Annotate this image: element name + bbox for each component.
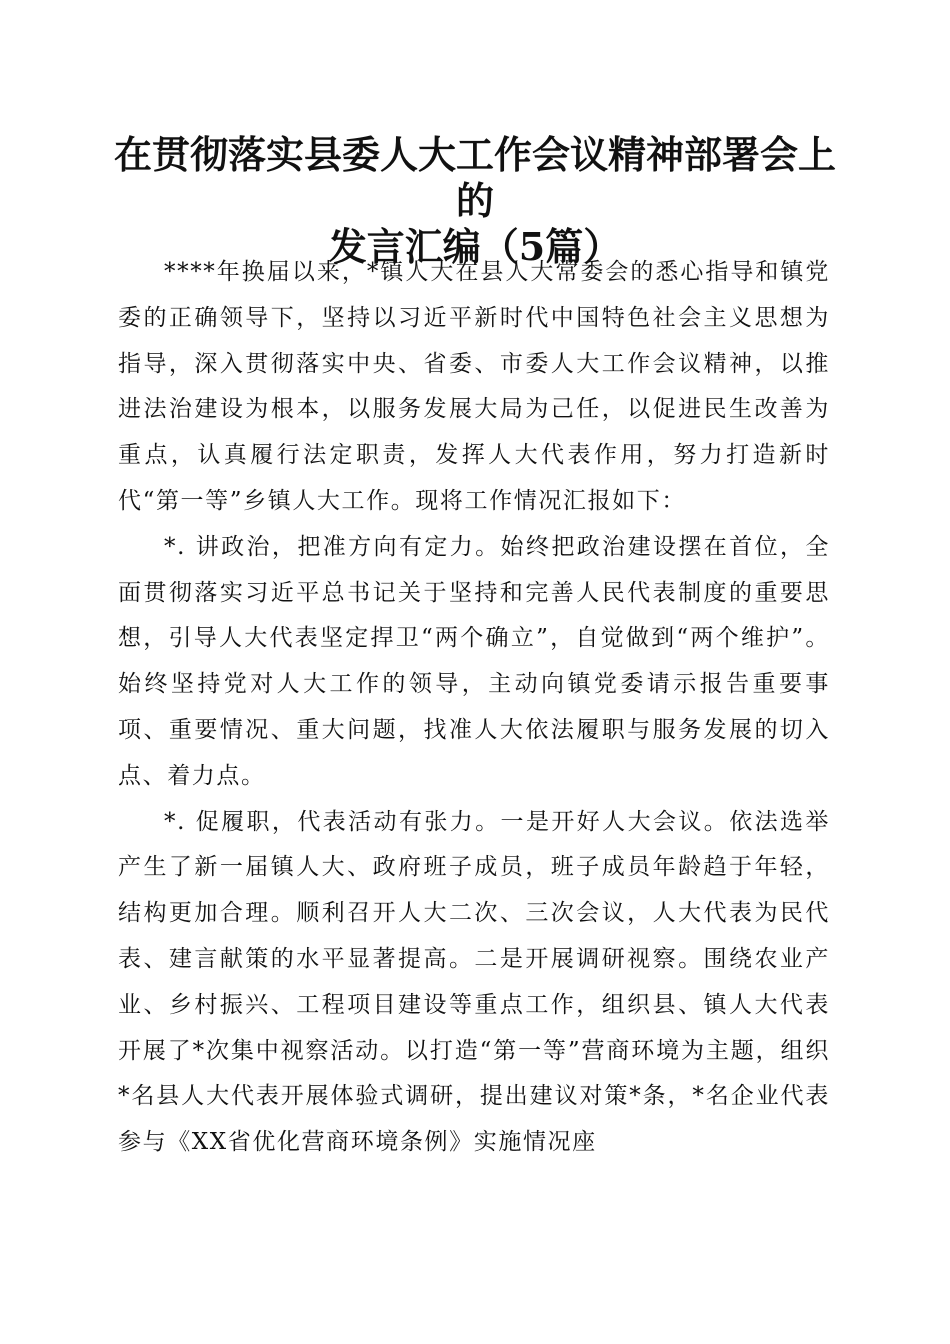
- paragraph-politics: *. 讲政治，把准方向有定力。始终把政治建设摆在首位，全面贯彻落实习近平总书记关于坚持和完善人民代表制度的重要思想，引导人大代表坚定捍卫“两个确立”，自觉做到“两个维护”。始终坚持党对人大工作的领导，主动向镇党委请示报告重要事项、重要情况、重大问题，找准人大依法履职与服务发展的切入点、着力点。: [118, 533, 830, 789]
- title-line-1: 在贯彻落实县委人大工作会议精神部署会上的: [113, 132, 836, 223]
- title-line-2: 发言汇编（5篇）: [328, 224, 622, 269]
- paragraph-intro: ****年换届以来，*镇人大在县人大常委会的悉心指导和镇党委的正确领导下，坚持以习近平新时代中国特色社会主义思想为指导，深入贯彻落实中央、省委、市委人大工作会议精神，以推进法治建设为根本，以服务发展大局为己任，以促进民生改善为重点，认真履行法定职责，发挥人大代表作用，努力打造新时代“第一等”乡镇人大工作。现将工作情况汇报如下：: [118, 259, 830, 514]
- paragraph-duties: *. 促履职，代表活动有张力。一是开好人大会议。依法选举产生了新一届镇人大、政府班子成员，班子成员年龄趋于年轻，结构更加合理。顺利召开人大二次、三次会议，人大代表为民代表、建言献策的水平显著提高。二是开展调研视察。围绕农业产业、乡村振兴、工程项目建设等重点工作，组织县、镇人大代表开展了*次集中视察活动。以打造“第一等”营商环境为主题，组织*名县人大代表开展体验式调研，提出建议对策*条，*名企业代表参与《XX省优化营商环境条例》实施情况座: [118, 808, 830, 1156]
- document-body: [118, 250, 830, 1166]
